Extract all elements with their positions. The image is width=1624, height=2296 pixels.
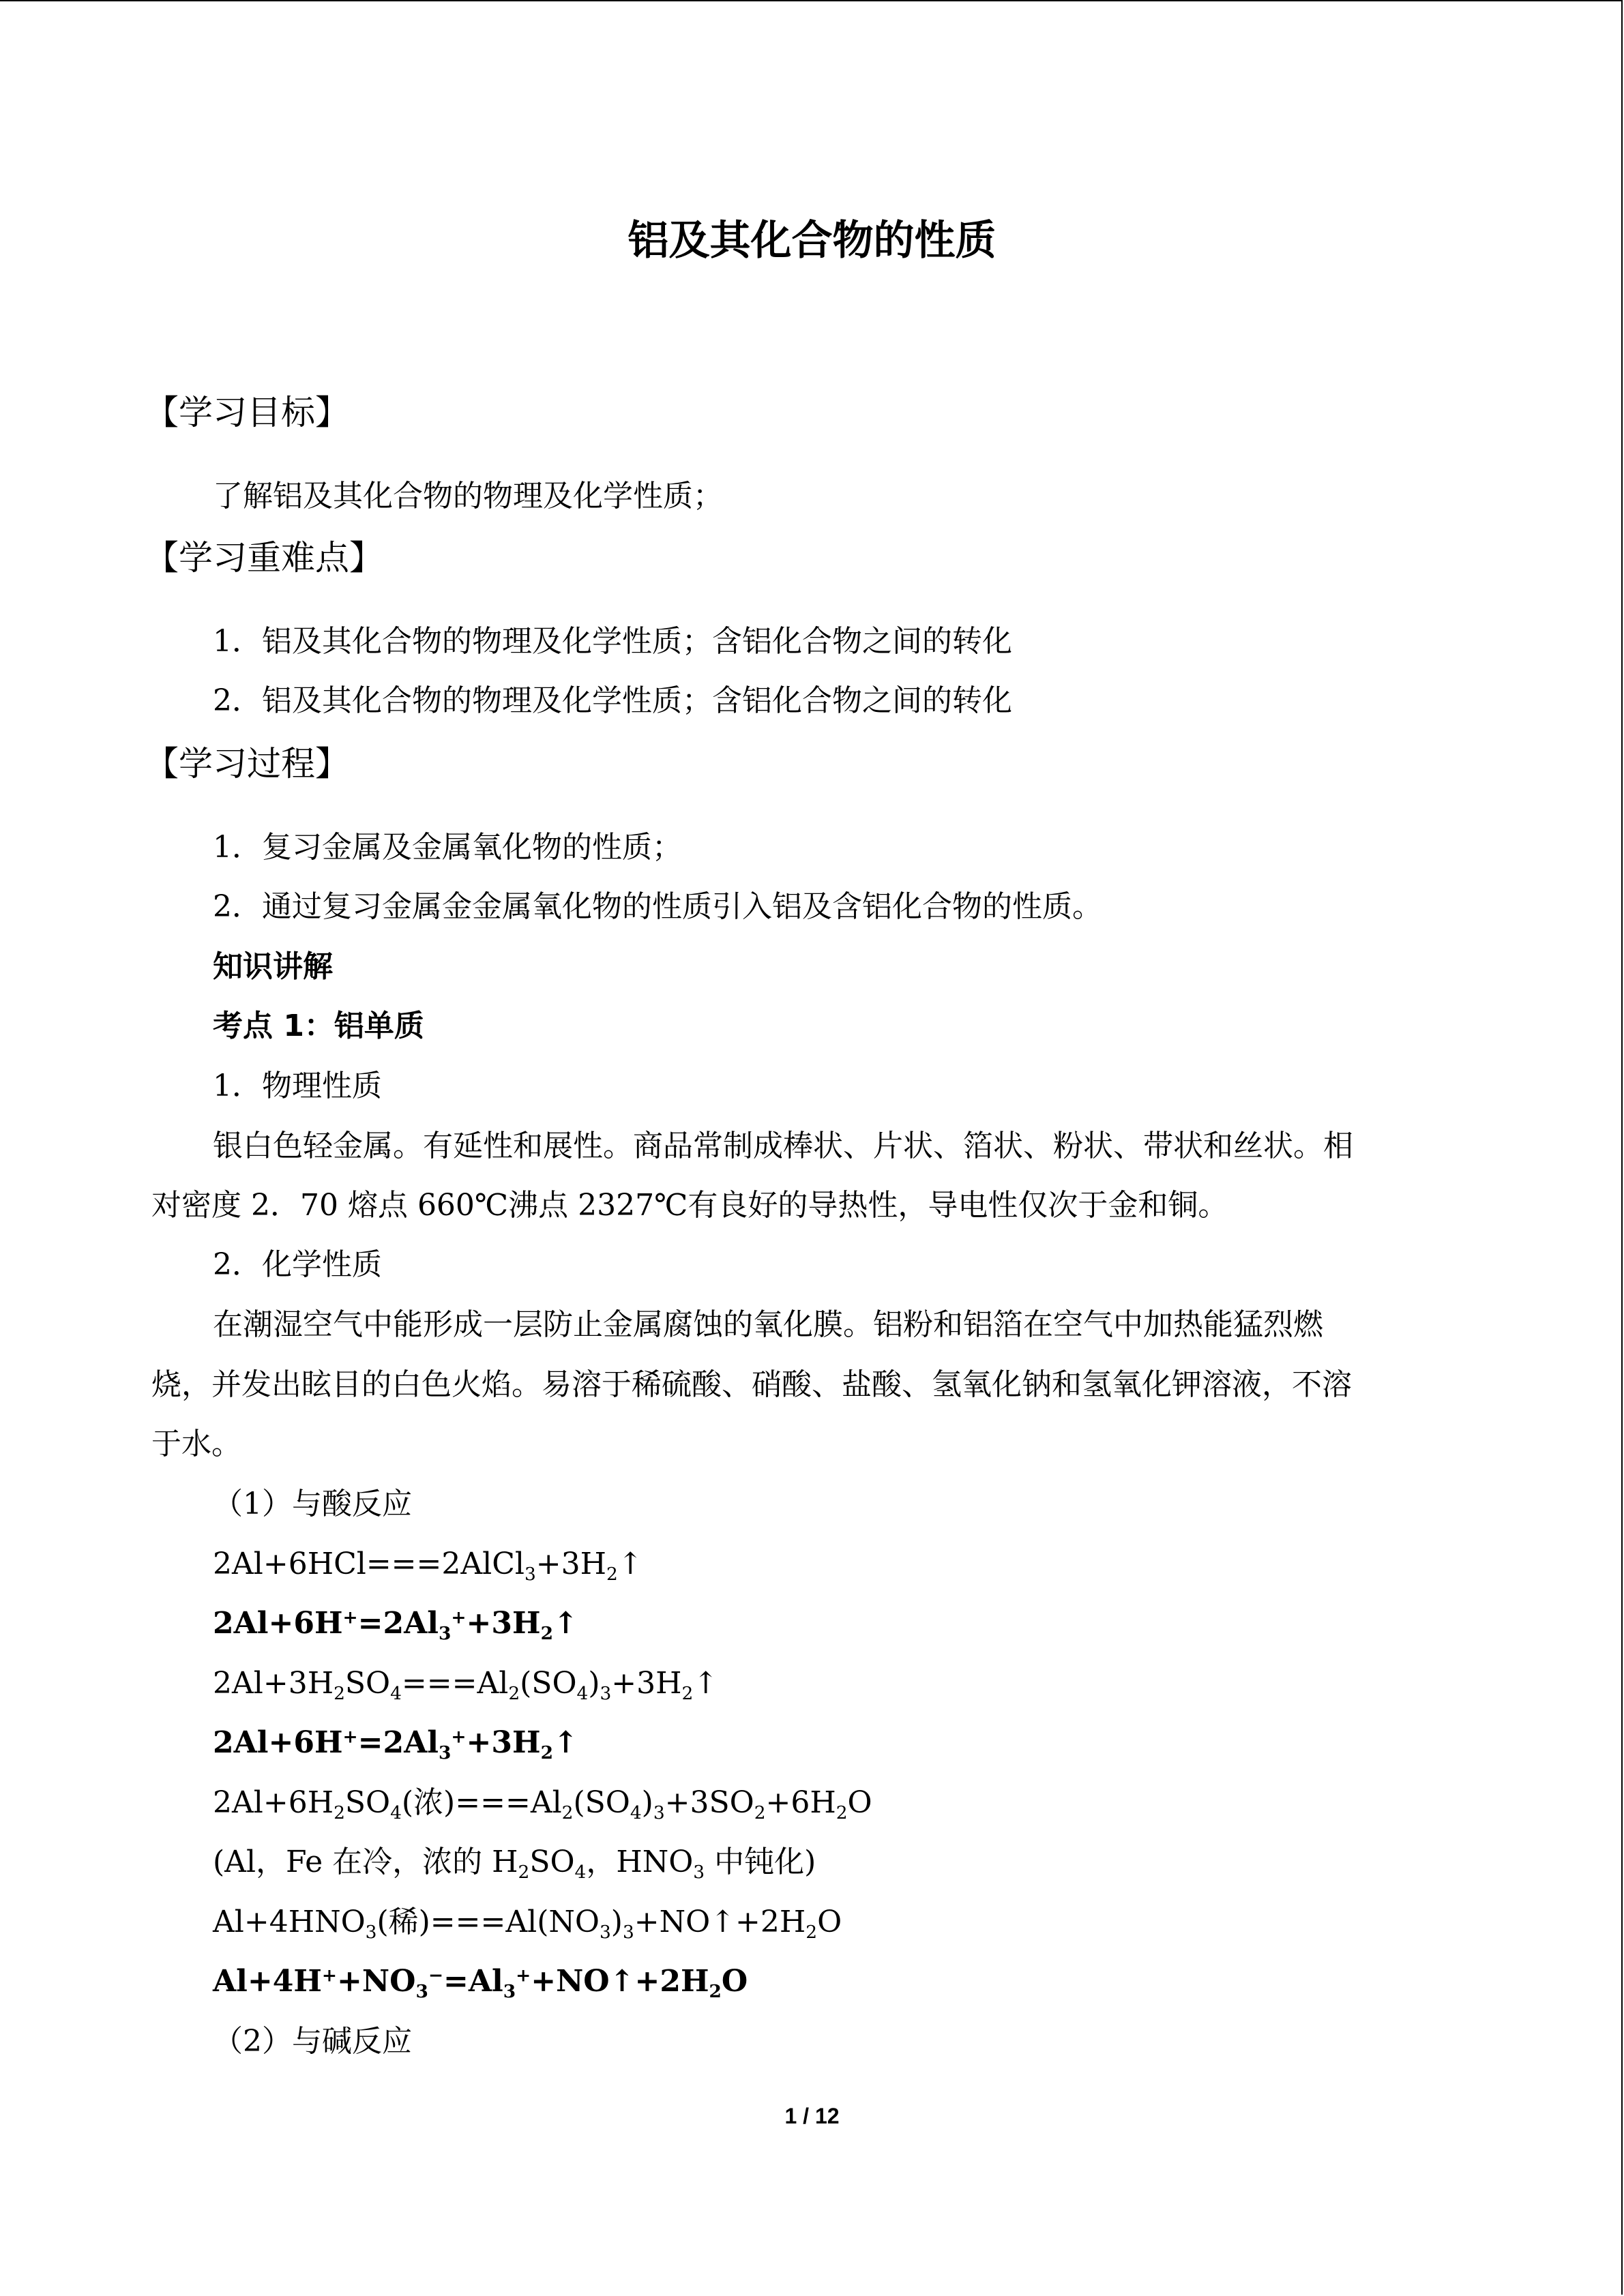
physical-properties-line-1: 银白色轻金属。有延性和展性。商品常制成棒状、片状、箔状、粉状、带状和丝状。相 [213,1129,1353,1163]
equation-2-ionic: $2Al+6H^+=2Al_3^++3H_2↑$ [213,1606,578,1645]
chemical-properties-line-2: 烧，并发出眩目的白色火焰。易溶于稀硫酸、硝酸、盐酸、氢氧化钠和氢氧化钾溶液，不溶 [151,1367,1352,1402]
acid-reaction-heading: （1）与酸反应 [213,1487,412,1521]
equation-5: $2Al+6H_2SO_4$(浓)$===Al_2(SO_4)_3+3SO_2+6H_2O$ [213,1785,872,1824]
section-heading-key-points: 【学习重难点】 [145,538,383,578]
equation-3: $2Al+3H_2SO_4===Al_2(SO_4)_3+3H_2↑$ [213,1666,719,1705]
document-title: 铝及其化合物的性质 [628,217,996,265]
equation-7: $Al+4HNO_3$(稀)$===Al(NO_3)_3+NO↑+2H_2O$ [213,1905,842,1943]
equation-1: $2Al+6HCl===2AlCl_3+3H_2↑$ [213,1547,643,1585]
equation-8-ionic: $Al+4H^++NO_3^-=Al_3^++NO↑+2H_2O$ [213,1964,748,2003]
chemical-properties-heading: 2．化学性质 [213,1247,382,1282]
topic-1-heading [213,1007,424,1045]
chemical-properties-line-3: 于水。 [151,1427,241,1461]
knowledge-heading-text: 知识讲解 [213,949,333,984]
page-number: 1 / 12 [784,2104,840,2128]
base-reaction-heading: （2）与碱反应 [213,2024,412,2059]
equation-4-ionic: $2Al+6H^+=2Al_3^++3H_2↑$ [213,1725,578,1764]
chemical-properties-line-1: 在潮湿空气中能形成一层防止金属腐蚀的氧化膜。铝粉和铝箔在空气中加热能猛烈燃 [213,1307,1323,1342]
goals-text: 了解铝及其化合物的物理及化学性质； [213,479,723,513]
physical-properties-heading: 1．物理性质 [213,1069,382,1103]
process-item-2: 2．通过复习金属金金属氧化物的性质引入铝及含铝化合物的性质。 [213,889,1102,924]
knowledge-heading [213,948,333,986]
key-point-item-2: 2．铝及其化合物的物理及化学性质；含铝化合物之间的转化 [213,683,1012,718]
section-heading-goals: 【学习目标】 [145,393,349,432]
key-point-item-1: 1．铝及其化合物的物理及化学性质；含铝化合物之间的转化 [213,624,1012,659]
passivation-note: (Al，Fe 在冷，浓的 $H_2SO_4$，$HNO_3$ 中钝化) [213,1845,816,1883]
section-heading-process: 【学习过程】 [145,744,349,784]
process-item-1: 1．复习金属及金属氧化物的性质； [213,830,682,865]
physical-properties-line-2: 对密度 2．70 熔点 660℃沸点 2327℃有良好的导热性，导电性仅次于金和铜。 [151,1188,1228,1223]
topic-1-heading-text: 考点 1：铝单质 [213,1009,424,1043]
